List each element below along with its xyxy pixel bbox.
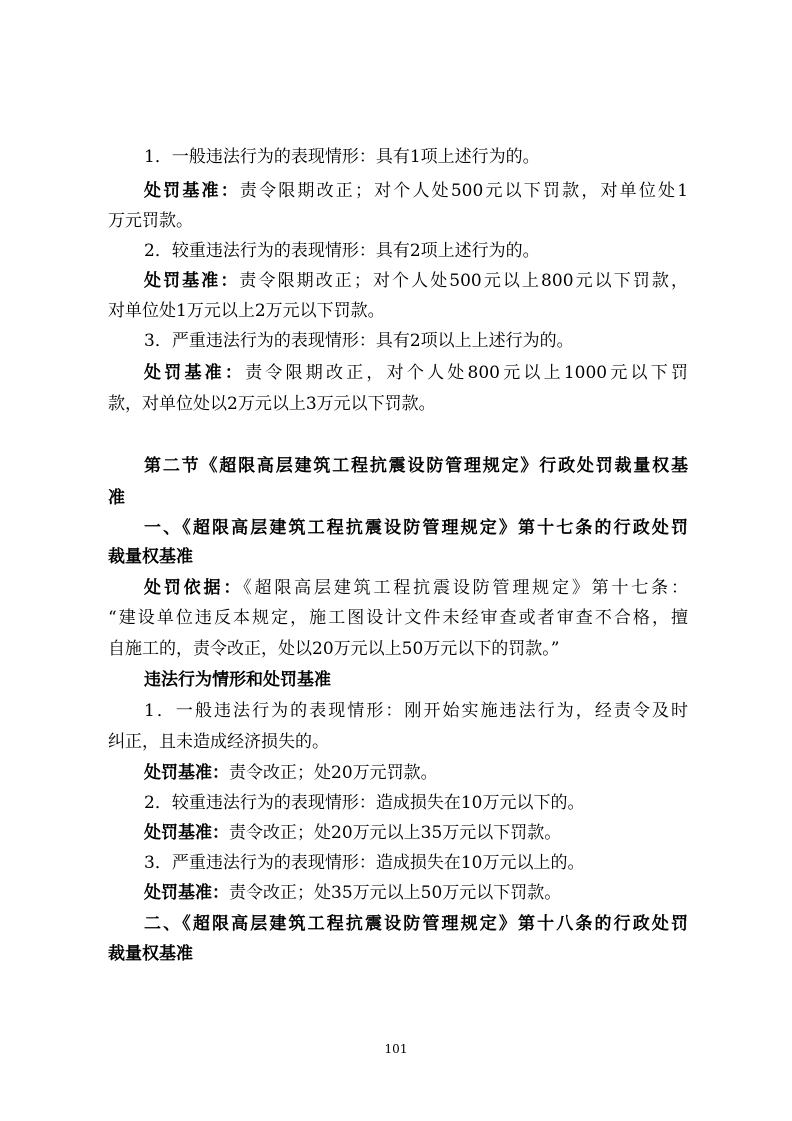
section-heading-cont: 准	[108, 488, 125, 508]
penalty-standard-label: 处罚基准：	[144, 883, 229, 903]
penalty-standard-2	[144, 270, 688, 292]
paragraph-serious-violation-1: 2．较重违法行为的表现情形：具有2项上述行为的。	[144, 241, 540, 261]
penalty-standard-label: 处罚基准：	[144, 823, 229, 843]
penalty-standard-2-cont: 对单位处1万元以上2万元以下罚款。	[108, 301, 385, 321]
section-heading: 第二节《超限高层建筑工程抗震设防管理规定》行政处罚裁量权基	[144, 456, 688, 476]
subsection-heading-2-cont: 裁量权基准	[108, 944, 193, 964]
penalty-basis-cont-2: 自施工的，责令改正，处以20万元以上50万元以下的罚款。”	[108, 639, 560, 659]
penalty-standard-text: 责令限期改正；对个人处500元以上800元以下罚款，	[239, 271, 688, 291]
subsection-heading-1-cont: 裁量权基准	[108, 547, 193, 567]
penalty-standard-label: 处罚基准：	[144, 763, 229, 783]
penalty-standard-4	[144, 762, 688, 784]
paragraph-general-violation-2-cont: 纠正，且未造成经济损失的。	[108, 732, 329, 752]
penalty-standard-text: 责令改正；处20万元以上35万元以下罚款。	[229, 823, 562, 843]
paragraph-general-violation-2: 1．一般违法行为的表现情形：刚开始实施违法行为，经责令及时	[144, 701, 688, 721]
penalty-standard-3	[144, 362, 688, 384]
penalty-basis-label: 处罚依据：	[144, 578, 244, 598]
penalty-basis-cont-1: “建设单位违反本规定，施工图设计文件未经审查或者审查不合格，擅	[108, 608, 688, 628]
paragraph-serious-violation-2: 2．较重违法行为的表现情形：造成损失在10万元以下的。	[144, 793, 585, 813]
penalty-standard-1-cont: 万元罚款。	[108, 211, 193, 231]
paragraph-severe-violation-2: 3．严重违法行为的表现情形：造成损失在10万元以上的。	[144, 853, 585, 873]
penalty-standard-label: 处罚基准：	[144, 271, 240, 291]
page-number: 101	[384, 1042, 408, 1056]
penalty-basis-text: 《超限高层建筑工程抗震设防管理规定》第十七条：	[243, 578, 689, 598]
violation-situations-heading: 违法行为情形和处罚基准	[144, 670, 331, 690]
penalty-standard-text: 责令限期改正；对个人处500元以下罚款，对单位处1	[239, 181, 689, 201]
penalty-basis	[144, 577, 688, 599]
paragraph-general-violation-1: 1．一般违法行为的表现情形：具有1项上述行为的。	[144, 147, 540, 167]
penalty-standard-1	[144, 180, 688, 202]
subsection-heading-2: 二、《超限高层建筑工程抗震设防管理规定》第十八条的行政处罚	[144, 914, 688, 934]
penalty-standard-3-cont: 款，对单位处以2万元以上3万元以下罚款。	[108, 394, 436, 414]
penalty-standard-6	[144, 882, 688, 904]
penalty-standard-text: 责令改正；处20万元罚款。	[229, 763, 438, 783]
subsection-heading-1: 一、《超限高层建筑工程抗震设防管理规定》第十七条的行政处罚	[144, 518, 688, 538]
penalty-standard-label: 处罚基准：	[144, 363, 246, 383]
paragraph-severe-violation-1: 3．严重违法行为的表现情形：具有2项以上上述行为的。	[144, 331, 574, 351]
penalty-standard-label: 处罚基准：	[144, 181, 240, 201]
penalty-standard-5	[144, 822, 688, 844]
penalty-standard-text: 责令限期改正，对个人处800元以上1000元以下罚	[245, 363, 689, 383]
penalty-standard-text: 责令改正；处35万元以上50万元以下罚款。	[229, 883, 562, 903]
